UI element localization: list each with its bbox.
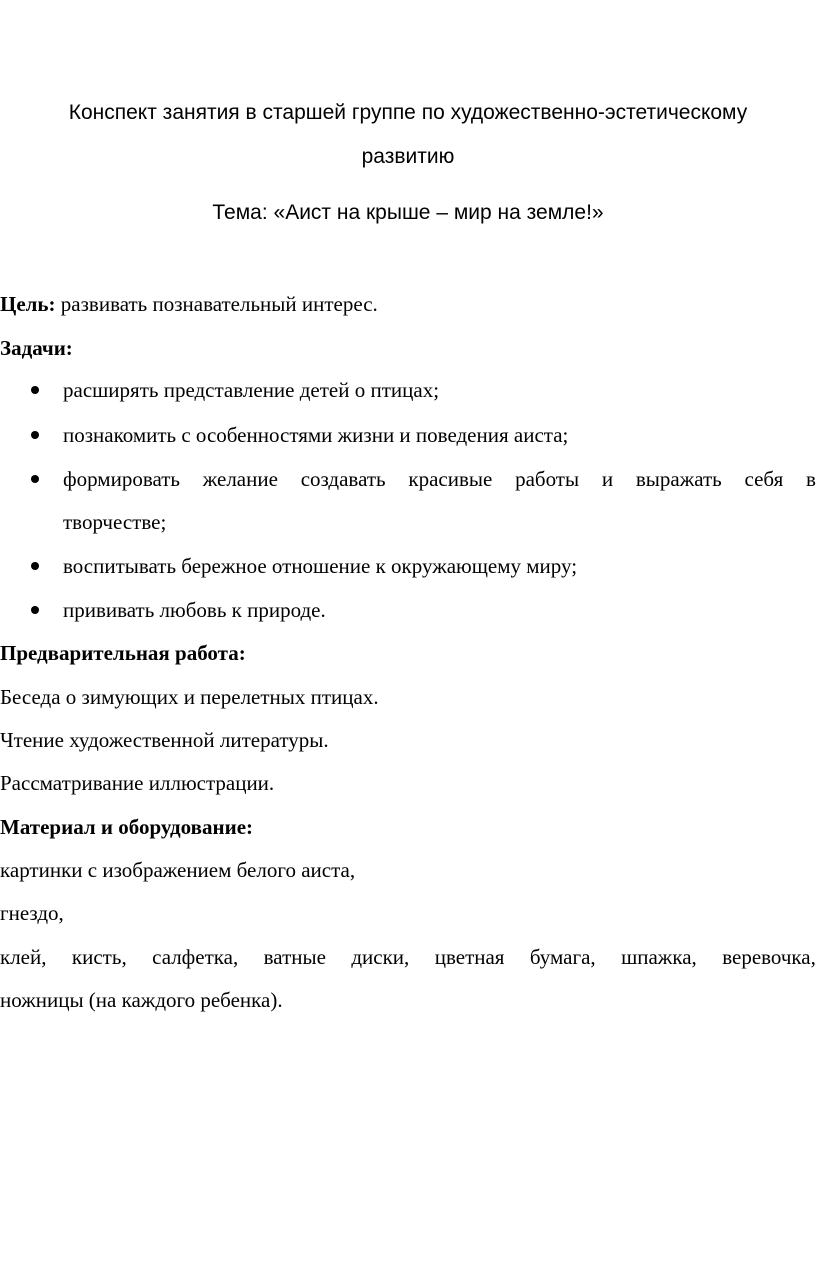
materials-line-2: гнездо,	[0, 901, 64, 925]
preliminary-heading: Предварительная работа:	[0, 641, 246, 665]
tasks-heading: Задачи:	[0, 336, 73, 360]
materials-line-1: картинки с изображением белого аиста,	[0, 858, 356, 882]
task-item-3-word: и	[601, 467, 614, 491]
task-item-3-word: желание	[202, 467, 278, 491]
materials-word: веревочка,	[722, 945, 816, 969]
materials-heading: Материал и оборудование:	[0, 815, 254, 839]
goal-paragraph	[0, 292, 378, 316]
preliminary-line-2: Чтение художественной литературы.	[0, 728, 329, 752]
preliminary-line-1: Беседа о зимующих и перелетных птицах.	[0, 685, 379, 709]
document-theme: Тема: «Аист на крыше – мир на земле!»	[212, 201, 604, 224]
bullet-icon	[31, 562, 39, 570]
bullet-icon	[31, 606, 39, 614]
task-item-5: прививать любовь к природе.	[63, 598, 326, 622]
materials-word: диски,	[351, 945, 410, 969]
task-item-3-word: создавать	[300, 467, 386, 491]
task-item-3-word: красивые	[408, 467, 493, 491]
materials-word: кисть,	[71, 945, 127, 969]
bullet-icon	[31, 431, 39, 439]
materials-word: бумага,	[529, 945, 596, 969]
materials-word: ватные	[263, 945, 326, 969]
task-item-3-word: себя	[744, 467, 784, 491]
bullet-icon	[31, 475, 39, 483]
task-item-3-word: выражать	[635, 467, 722, 491]
task-item-3-continuation: творчестве;	[63, 510, 167, 534]
preliminary-line-3: Рассматривание иллюстрации.	[0, 771, 275, 795]
task-item-3-word: формировать	[63, 467, 180, 491]
materials-word: клей,	[0, 945, 47, 969]
bullet-icon	[31, 386, 39, 394]
document-title-line2: развитию	[361, 145, 455, 168]
task-item-3	[63, 467, 816, 491]
task-item-4: воспитывать бережное отношение к окружающему миру;	[63, 554, 578, 578]
materials-line-3	[0, 945, 816, 969]
goal-text: развивать познавательный интерес.	[55, 292, 378, 316]
task-item-2: познакомить с особенностями жизни и поведения аиста;	[63, 423, 569, 447]
materials-word: цветная	[434, 945, 505, 969]
materials-word: салфетка,	[152, 945, 239, 969]
materials-line-4: ножницы (на каждого ребенка).	[0, 988, 283, 1012]
task-item-1: расширять представление детей о птицах;	[63, 378, 440, 402]
task-item-3-word: работы	[515, 467, 580, 491]
materials-word: шпажка,	[621, 945, 697, 969]
document-title-line1: Конспект занятия в старшей группе по художественно-эстетическому	[68, 101, 748, 124]
goal-label: Цель:	[0, 292, 56, 316]
task-item-3-word: в	[806, 467, 816, 491]
